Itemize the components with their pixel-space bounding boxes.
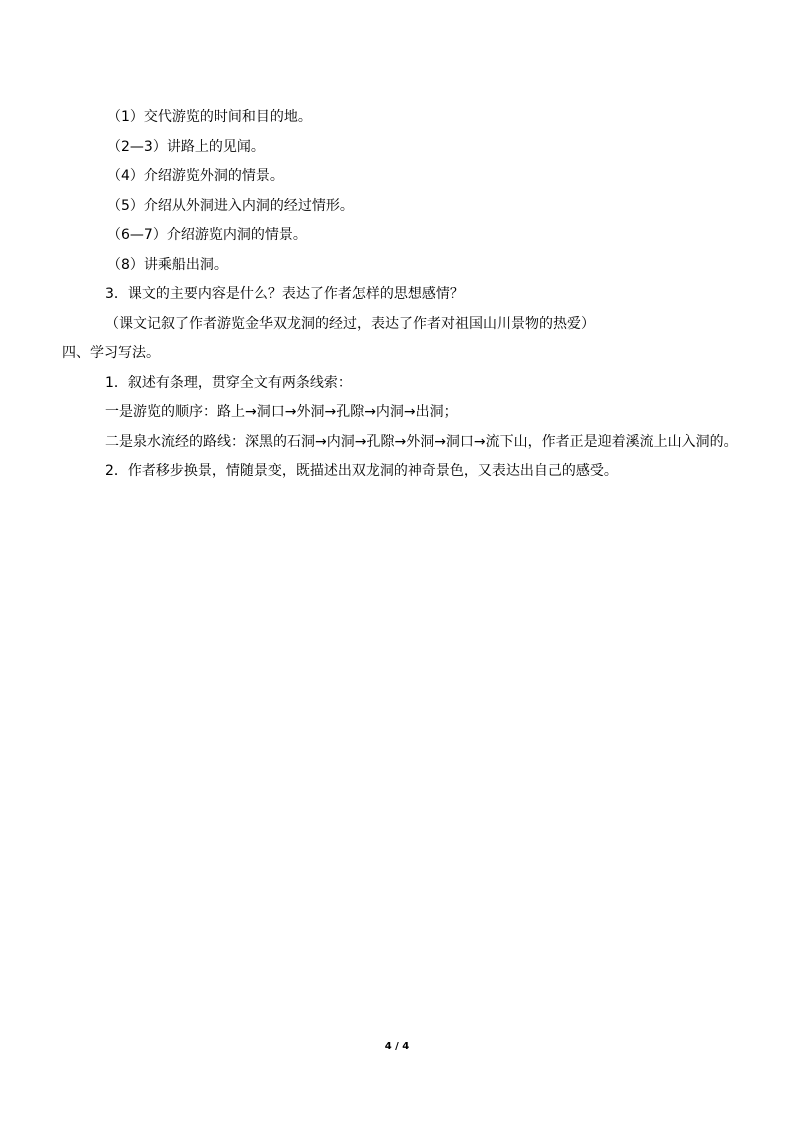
paragraph-4: （4）介绍游览外洞的情景。 [107, 168, 284, 184]
clue-water-route: 二是泉水流经的路线：深黑的石洞→内洞→孔隙→外洞→洞口→流下山，作者正是迎着溪流上山入洞的。 [105, 433, 738, 450]
paragraph-8: （8）讲乘船出洞。 [107, 256, 228, 273]
writing-point-2: 2．作者移步换景，情随景变，既描述出双龙洞的神奇景色，又表达出自己的感受。 [105, 463, 618, 479]
section-heading-writing: 四、学习写法。 [62, 345, 160, 361]
paragraph-1: （1）交代游览的时间和目的地。 [107, 109, 312, 125]
clue-tour-order: 一是游览的顺序：路上→洞口→外洞→孔隙→内洞→出洞； [105, 404, 458, 420]
page-number: 4 / 4 [384, 1041, 410, 1052]
writing-point-1: 1．叙述有条理，贯穿全文有两条线索： [105, 374, 352, 391]
paragraph-6-7: （6—7）介绍游览内洞的情景。 [107, 227, 307, 243]
answer-3: （课文记叙了作者游览金华双龙洞的经过，表达了作者对祖国山川景物的热爱） [105, 315, 595, 332]
question-3: 3．课文的主要内容是什么？表达了作者怎样的思想感情？ [105, 286, 464, 302]
document-body [62, 103, 738, 487]
paragraph-5: （5）介绍从外洞进入内洞的经过情形。 [107, 197, 354, 214]
paragraph-2-3: （2—3）讲路上的见闻。 [107, 138, 265, 155]
